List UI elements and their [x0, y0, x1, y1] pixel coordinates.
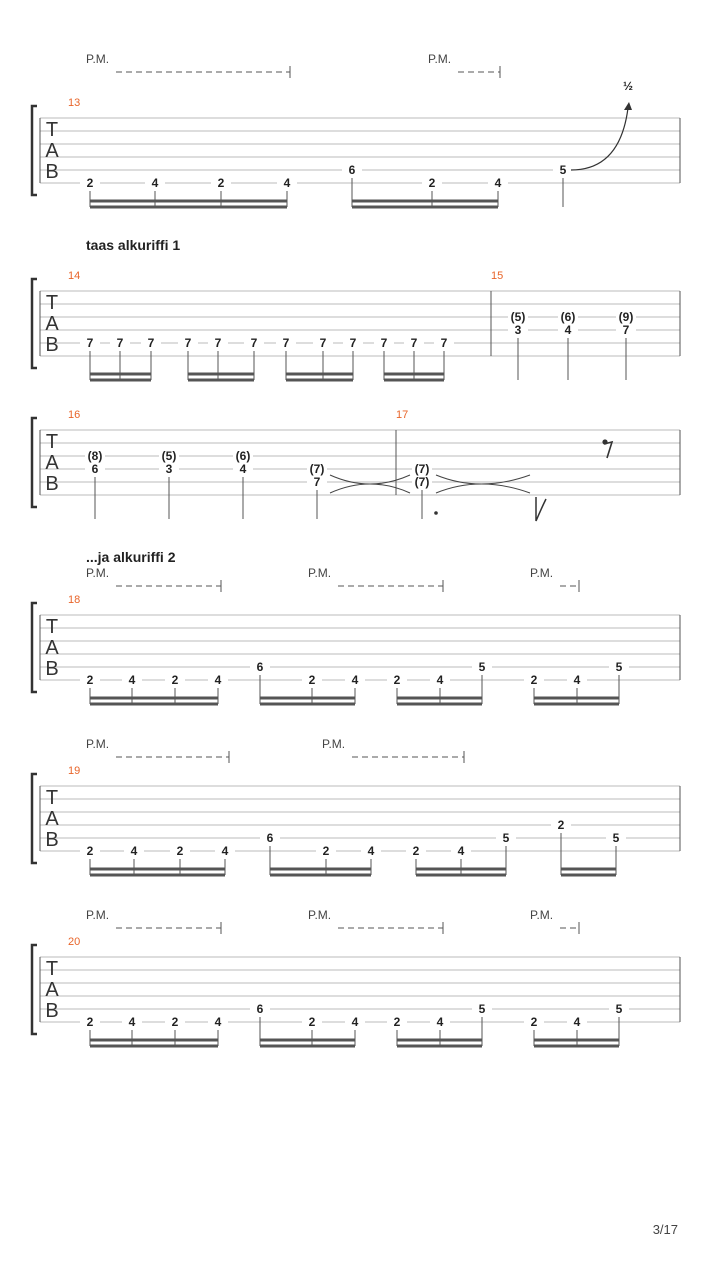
- fret-number: 7: [250, 336, 258, 350]
- tab-clef-letter: T: [45, 431, 59, 453]
- palm-mute-label: P.M.: [308, 908, 332, 922]
- measure-number: 20: [68, 936, 81, 948]
- fret-number: 6: [266, 831, 274, 845]
- tie-curve: [436, 484, 530, 493]
- fret-number: 7: [86, 336, 94, 350]
- tie-curve: [436, 475, 530, 484]
- fret-number: 7: [214, 336, 222, 350]
- fret-number: 7: [380, 336, 388, 350]
- fret-number: 2: [322, 844, 330, 858]
- fret-number: 3: [165, 462, 173, 476]
- fret-number: 4: [283, 176, 291, 190]
- fret-number: 2: [171, 673, 179, 687]
- fret-number: 2: [308, 1015, 316, 1029]
- fret-number: 2: [86, 673, 94, 687]
- fret-number: 7: [282, 336, 290, 350]
- fret-number: (8): [87, 449, 103, 463]
- fret-number: 5: [478, 1002, 486, 1016]
- fret-number: 5: [502, 831, 510, 845]
- fret-number: 4: [221, 844, 229, 858]
- palm-mute-label: P.M.: [428, 52, 452, 66]
- tab-clef-letter: B: [45, 161, 59, 183]
- palm-mute-label: P.M.: [86, 737, 110, 751]
- fret-number: 4: [573, 1015, 581, 1029]
- fret-number: 4: [573, 673, 581, 687]
- fret-number: 6: [256, 660, 264, 674]
- fret-number: 2: [171, 1015, 179, 1029]
- fret-number: (9): [618, 310, 634, 324]
- page-number: 3/17: [652, 1222, 678, 1237]
- fret-number: 4: [239, 462, 247, 476]
- tab-clef-letter: B: [45, 829, 59, 851]
- fret-number: (5): [161, 449, 177, 463]
- fret-number: 6: [348, 163, 356, 177]
- fret-number: 2: [393, 673, 401, 687]
- bend-curve: [571, 108, 628, 170]
- fret-number: (5): [510, 310, 526, 324]
- fret-number: 7: [319, 336, 327, 350]
- tab-clef-letter: B: [45, 1000, 59, 1022]
- fret-number: 5: [559, 163, 567, 177]
- palm-mute-label: P.M.: [530, 908, 554, 922]
- fret-number: (7): [414, 475, 430, 489]
- fret-number: 4: [128, 1015, 136, 1029]
- measure-number: 16: [68, 409, 81, 421]
- fret-number: (7): [309, 462, 325, 476]
- fret-number: 2: [428, 176, 436, 190]
- palm-mute-label: P.M.: [308, 566, 332, 580]
- system-bracket: [32, 603, 37, 692]
- tab-clef-letter: A: [45, 979, 59, 1001]
- fret-number: 2: [217, 176, 225, 190]
- tab-clef-letter: B: [45, 658, 59, 680]
- fret-number: 4: [436, 673, 444, 687]
- palm-mute-label: P.M.: [86, 908, 110, 922]
- fret-number: 4: [130, 844, 138, 858]
- tie-curve: [330, 475, 410, 484]
- fret-number: 5: [615, 1002, 623, 1016]
- fret-number: 4: [367, 844, 375, 858]
- measure-number: 18: [68, 594, 81, 606]
- section-label: ...ja alkuriffi 2: [86, 549, 176, 565]
- tab-clef-letter: A: [45, 140, 59, 162]
- fret-number: 5: [478, 660, 486, 674]
- tab-clef-letter: A: [45, 452, 59, 474]
- fret-number: 4: [457, 844, 465, 858]
- fret-number: 4: [151, 176, 159, 190]
- measure-number: 19: [68, 765, 81, 777]
- fret-number: 2: [412, 844, 420, 858]
- tab-clef-letter: A: [45, 313, 59, 335]
- fret-number: (6): [235, 449, 251, 463]
- measure-number: 13: [68, 97, 81, 109]
- dot-mark: [434, 511, 438, 515]
- measure-number: 14: [68, 270, 81, 282]
- section-label: taas alkuriffi 1: [86, 237, 181, 253]
- fret-number: 2: [86, 844, 94, 858]
- palm-mute-label: P.M.: [86, 52, 110, 66]
- fret-number: 4: [436, 1015, 444, 1029]
- system-bracket: [32, 774, 37, 863]
- tab-clef-letter: A: [45, 637, 59, 659]
- fret-number: 2: [557, 818, 565, 832]
- tab-clef-letter: T: [45, 958, 59, 980]
- fret-number: (7): [414, 462, 430, 476]
- fret-number: 2: [530, 1015, 538, 1029]
- fret-number: 4: [494, 176, 502, 190]
- fret-number: 7: [440, 336, 448, 350]
- fret-number: 2: [86, 1015, 94, 1029]
- system-bracket: [32, 106, 37, 195]
- tab-clef-letter: T: [45, 292, 59, 314]
- fret-number: 2: [86, 176, 94, 190]
- fret-number: 4: [128, 673, 136, 687]
- tie-curve: [330, 484, 410, 493]
- fret-number: 5: [615, 660, 623, 674]
- fret-number: 6: [91, 462, 99, 476]
- bend-arrowhead: [624, 102, 632, 110]
- measure-number: 15: [491, 270, 504, 282]
- fret-number: 2: [308, 673, 316, 687]
- fret-number: 7: [147, 336, 155, 350]
- fret-number: 7: [116, 336, 124, 350]
- fret-number: 4: [214, 1015, 222, 1029]
- note-flag: [536, 497, 546, 521]
- tab-clef-letter: A: [45, 808, 59, 830]
- fret-number: 3: [514, 323, 522, 337]
- fret-number: 7: [349, 336, 357, 350]
- fret-number: 4: [351, 1015, 359, 1029]
- fret-number: 4: [351, 673, 359, 687]
- fret-number: 4: [564, 323, 572, 337]
- tab-clef-letter: T: [45, 787, 59, 809]
- palm-mute-label: P.M.: [530, 566, 554, 580]
- fret-number: 2: [176, 844, 184, 858]
- tab-clef-letter: B: [45, 473, 59, 495]
- system-bracket: [32, 418, 37, 507]
- palm-mute-label: P.M.: [322, 737, 346, 751]
- bend-amount: ½: [622, 79, 634, 93]
- fret-number: 6: [256, 1002, 264, 1016]
- tab-clef-letter: T: [45, 119, 59, 141]
- tab-clef-letter: B: [45, 334, 59, 356]
- fret-number: 7: [622, 323, 630, 337]
- measure-number: 17: [396, 409, 409, 421]
- fret-number: 7: [184, 336, 192, 350]
- fret-number: 5: [612, 831, 620, 845]
- fret-number: 7: [313, 475, 321, 489]
- fret-number: 4: [214, 673, 222, 687]
- fret-number: 7: [410, 336, 418, 350]
- system-bracket: [32, 945, 37, 1034]
- fret-number: 2: [393, 1015, 401, 1029]
- fret-number: 2: [530, 673, 538, 687]
- palm-mute-label: P.M.: [86, 566, 110, 580]
- fret-number: (6): [560, 310, 576, 324]
- system-bracket: [32, 279, 37, 368]
- tab-clef-letter: T: [45, 616, 59, 638]
